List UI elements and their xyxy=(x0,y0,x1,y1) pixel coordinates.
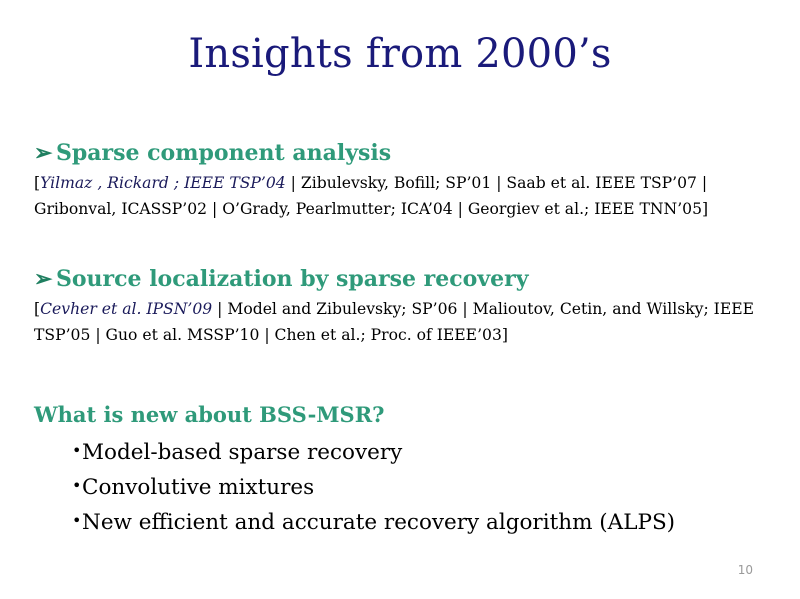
ref-list: | Zibulevsky, Bofill; SP’01 | Saab et al. IEEE TSP’07 | Gribonval, ICASSP’02 | O’Grady, Pearlmutter; ICA’04 | Georgiev et al.; IEEE TNN’05] xyxy=(34,174,709,218)
ref-bracket: [ xyxy=(34,300,41,318)
section-heading-label: Sparse component analysis xyxy=(56,140,392,166)
bullet-dot-icon: • xyxy=(72,511,82,530)
ref-list: | Model and Zibulevsky; SP’06 | Malioutov, Cetin, and Willsky; IEEE TSP’05 | Guo et al. MSSP’10 | Chen et al.; Proc. of IEEE’03] xyxy=(34,300,754,344)
section-heading-label: Source localization by sparse recovery xyxy=(56,266,529,292)
list-item xyxy=(72,469,675,504)
list-item-label: Convolutive mixtures xyxy=(82,475,315,500)
bullet-dot-icon: • xyxy=(72,441,82,460)
ref-bracket: [ xyxy=(34,174,41,192)
page-number: 10 xyxy=(737,563,753,577)
section-heading-sparse-component-analysis xyxy=(34,140,391,166)
bullet-dot-icon: • xyxy=(72,476,82,495)
list-item-label: Model-based sparse recovery xyxy=(82,440,403,465)
new-section-list xyxy=(72,434,675,539)
section-references xyxy=(34,296,774,348)
section-heading-source-localization xyxy=(34,266,528,292)
list-item xyxy=(72,434,675,469)
arrow-bullet-icon: ➢ xyxy=(34,266,53,292)
ref-highlight: Cevher et al. IPSN’09 xyxy=(40,300,213,318)
section-references xyxy=(34,170,774,222)
list-item-label: New efficient and accurate recovery algorithm (ALPS) xyxy=(82,510,676,535)
list-item xyxy=(72,504,675,539)
ref-highlight: Yilmaz , Rickard ; IEEE TSP’04 xyxy=(40,174,286,192)
arrow-bullet-icon: ➢ xyxy=(34,140,53,166)
new-section-heading: What is new about BSS-MSR? xyxy=(34,402,385,427)
slide-title: Insights from 2000’s xyxy=(188,31,612,77)
